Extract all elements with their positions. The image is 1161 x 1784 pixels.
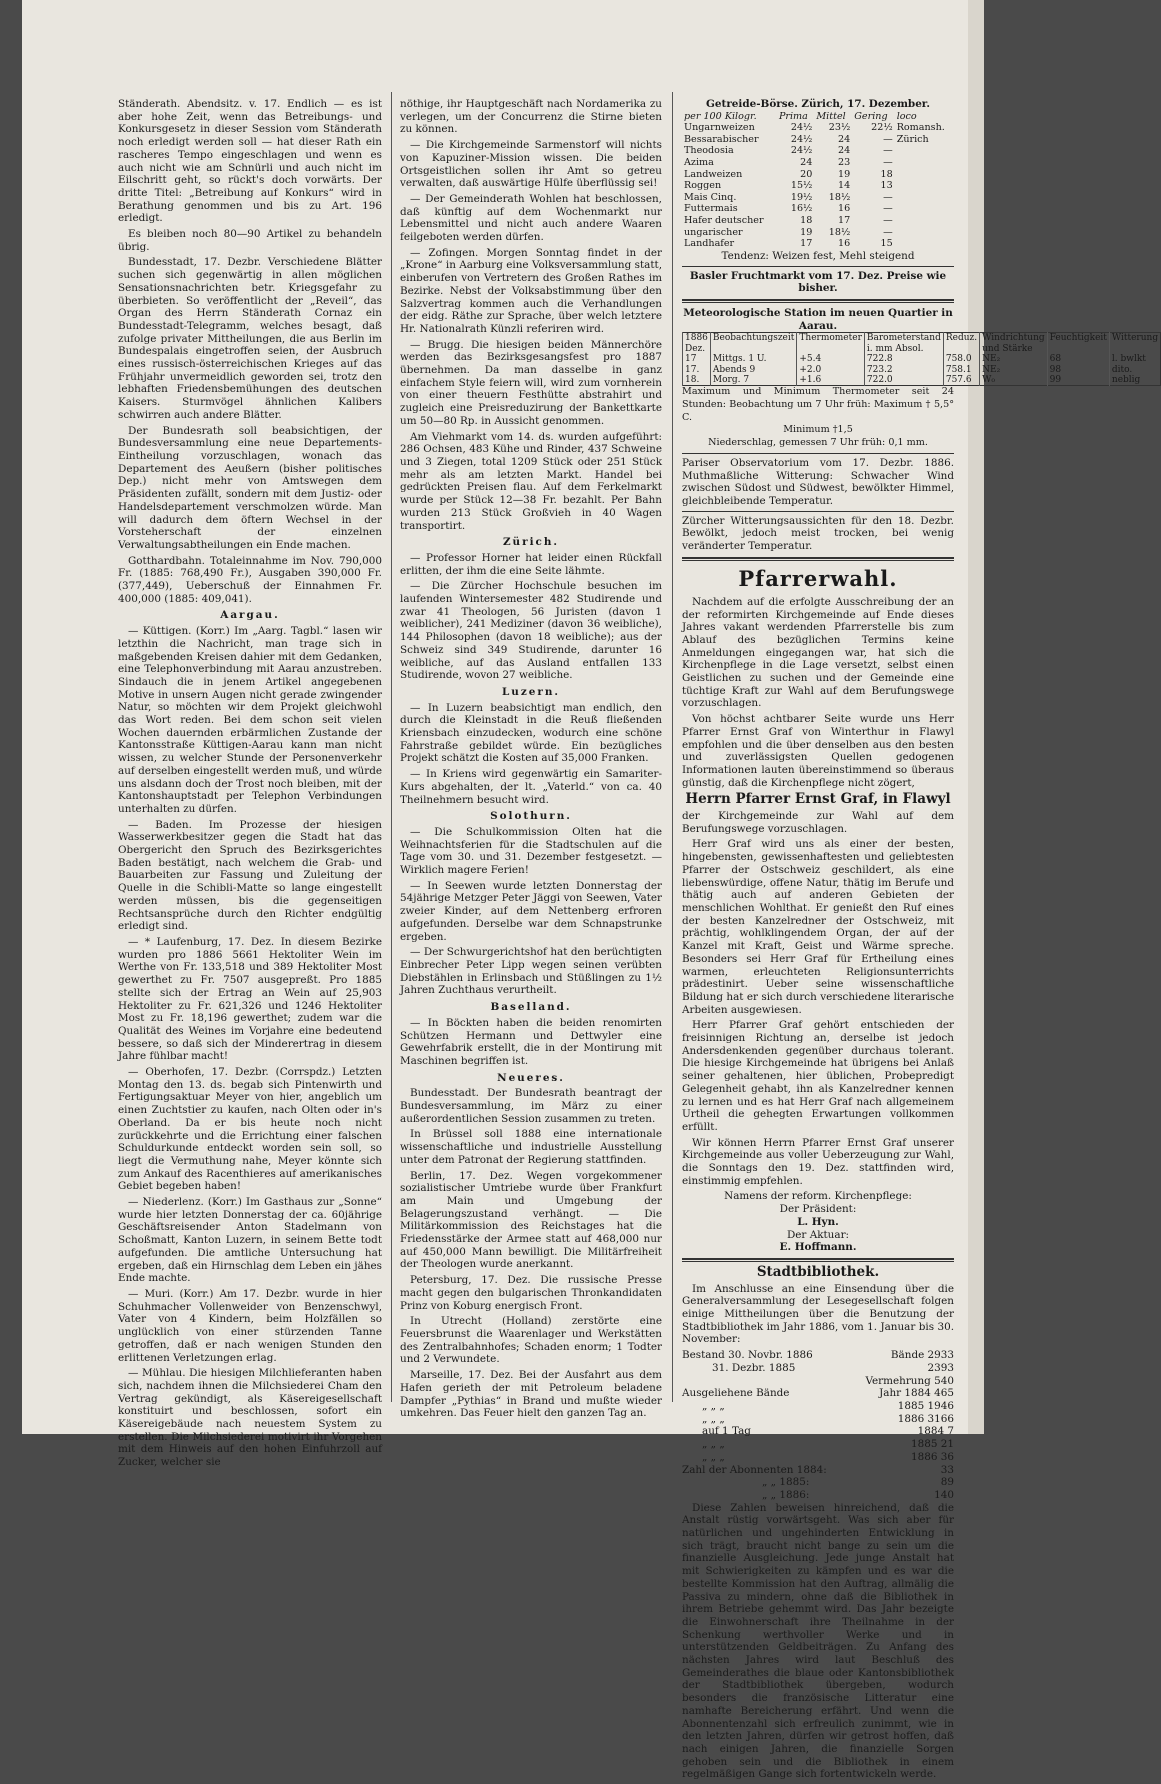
stat-value: 1886 3166	[897, 1412, 954, 1425]
article-luzern: — In Luzern beabsichtigt man endlich, den durch die Kleinstadt in die Reuß fließenden Kriensbach einzudecken, wodurch eine schöne Fahrstraße gebildet würde. Ein bezügliches Projekt schätzt die Kosten auf 35,000 Franken.	[400, 701, 662, 765]
table-cell: 757.6	[943, 375, 979, 386]
stat-row	[682, 1451, 954, 1464]
article-baden: — Baden. Im Prozesse der hiesigen Wasserwerkbesitzer gegen die Stadt hat das Obergericht den Spruch des Bezirksgerichtes Baden bestätigt, nach welchem die Grab- und Bauarbeiten zur Fassung und Zuleitung der Quelle in die Schibli-Matte so lange eingestellt werden müssen, bis die gegenseitigen Rechtsansprüche durch den Richter endgültig erledigt sind.	[118, 818, 382, 933]
article-hochschule: — Die Zürcher Hochschule besuchen im laufenden Wintersemester 482 Studirende und zwar 41 Theologen, 56 Juristen (davon 1 weiblicher), 241 Mediziner (davon 36 weibliche), 144 Philosophen (davon 18 weibliche); aus der Schweiz sind 349 Studirende, darunter 16 weibliche, auf das Ausland entfallen 133 Studirende, wovon 27 weibliche.	[400, 580, 662, 682]
table-cell: 98	[1047, 365, 1109, 375]
table-cell: dito.	[1109, 365, 1160, 375]
article-schwurgericht: — Der Schwurgerichtshof hat den berüchtigten Einbrecher Peter Lipp wegen seinen verübten Diebstählen in Erlinsbach und Stüßlingen zu 1½ Jahren Zuchthaus verurtheilt.	[400, 946, 662, 997]
divider	[682, 1258, 954, 1262]
article-standerath: Ständerath. Abendsitz. v. 17. Endlich — es ist aber hohe Zeit, wenn das Betreibungs- und Konkursgesetz in dieser Session vom Ständerath noch erledigt werden soll — hat dieser Rath ein rascheres Tempo eingeschlagen und wenn es auch nicht wie am Schnürli und auch nicht im Eilschritt geht, so rückt's doch vorwärts. Der dritte Titel: „Betreibung auf Konkurs“ wird in Berathung genommen und bis zu Art. 196 erledigt.	[118, 98, 382, 225]
column-divider	[672, 92, 673, 1402]
table-cell: 68	[1047, 354, 1109, 364]
pfarrwahl-para-6: Wir können Herrn Pfarrer Ernst Graf unserer Kirchgemeinde aus voller Ueberzeugung zur Wahl, die Sonntags den 19. Dez. stattfinden wird, einstimmig empfehlen.	[682, 1136, 954, 1187]
stat-label: „ „ „	[702, 1450, 725, 1463]
column-2	[400, 98, 662, 1423]
basler-fruchtmarkt: Basler Fruchtmarkt vom 17. Dez. Preise wie bisher.	[689, 269, 947, 295]
table-cell: ungarischer	[684, 226, 743, 238]
section-heading-solothurn: Solothurn.	[490, 810, 572, 823]
table-cell: Hafer deutscher	[684, 215, 764, 227]
table-cell: 17	[838, 215, 851, 227]
table-row	[682, 122, 954, 134]
signature-aktuar: E. Hoffmann.	[779, 1241, 857, 1254]
article-bundesrath: Der Bundesrath soll beabsichtigen, der Bundesversammlung eine neue Departements-Eintheilung vorzuschlagen, wonach das Departement des Aeußern (bisher politisches Dep.) nicht mehr von Amtswegen dem Präsidenten zufällt, sondern mit dem Justiz- oder Handelsdepartement verschmolzen würde. Man will dadurch dem öftern Wechsel in der Vorsteherschaft der einzelnen Verwaltungsabtheilungen ein Ende machen.	[118, 424, 382, 551]
stat-value: Jahr 1884 465	[879, 1387, 954, 1400]
signature-line-2: Der Präsident:	[779, 1203, 857, 1216]
table-cell	[895, 180, 954, 192]
article-kriens: — In Kriens wird gegenwärtig ein Samariter-Kurs abgehalten, der lt. „Vaterld.“ von ca. 40 Theilnehmern besucht wird.	[400, 768, 662, 806]
column-3	[682, 98, 1159, 1784]
article-laufenburg: — * Laufenburg, 17. Dez. In diesem Bezirke wurden pro 1886 5661 Hektoliter Wein im Werthe von Fr. 133,518 und 389 Hektoliter Most gewerthet zu Fr. 7507 ausgepreßt. Pro 1885 stellte sich der Ertrag an Wein auf 25,903 Hektoliter zu Fr. 621,326 und 1246 Hektoliter Most zu Fr. 18,196 gewerthet; zudem war die Qualität des Weines im Vorjahre eine bedeutend bessere, so daß sich der Minderertrag in diesem Jahre fühlbar macht!	[118, 936, 382, 1063]
boerse-title: Getreide-Börse. Zürich, 17. Dezember.	[706, 98, 930, 110]
article-oberhofen: — Oberhofen, 17. Dezbr. (Corrspdz.) Letzten Montag den 13. ds. begab sich Pintenwirth und Fertigungsaktuar Meyer von hier, angeblich um einen Zuchtstier zu kaufen, nach Olten oder in's Oberland. Da er bis heute noch nicht zurückkehrte und die Errichtung einer falschen Schuldurkunde entdeckt worden sein soll, so liegt die Vermuthung nahe, Meyer könnte sich zum Ankauf des Racenthieres auf amerikanisches Gebiet begeben haben!	[118, 1066, 382, 1193]
table-cell: 19	[800, 226, 813, 238]
table-row	[682, 215, 954, 227]
table-row	[682, 145, 954, 157]
meteo-note-3: Niederschlag, gemessen 7 Uhr früh: 0,1 mm.	[708, 437, 928, 449]
table-cell: —	[883, 133, 893, 145]
stat-label: „ „ 1886:	[762, 1488, 810, 1501]
article-brugg: — Brugg. Die hiesigen beiden Männerchöre werden das Bezirksgesangsfest pro 1887 übernehmen. Da man dasselbe in ganz einfachem Style feiern will, wird zum vornherein von einer theuern Festhütte abstrahirt und zugleich eine Preisreduzirung der Bankettkarte um 50—80 Rp. in Aussicht genommen.	[400, 338, 662, 427]
table-cell: 18½	[828, 191, 851, 203]
stadtbibliothek-para-1: Im Anschlusse an eine Einsendung über die Generalversammlung der Lesegesellschaft folgen einige Mittheilungen über die Benutzung der Stadtbibliothek im Jahr 1886, vom 1. Januar bis 30. November:	[682, 1282, 954, 1346]
article-seewen: — In Seewen wurde letzten Donnerstag der 54jährige Metzger Peter Jäggi von Seewen, Vater zweier Kinder, auf dem Nettenberg erfroren aufgefunden. Derselbe war dem Schnapstrunke ergeben.	[400, 879, 662, 943]
table-cell: 22½	[871, 122, 893, 134]
table-cell: 24½	[790, 122, 813, 134]
table-cell: +2.0	[797, 365, 865, 375]
section-heading-luzern: Luzern.	[501, 685, 561, 698]
table-header-cell: Beobachtungszeit	[710, 333, 796, 354]
article-bundesstadt-2: Bundesstadt. Der Bundesrath beantragt der Bundesversammlung, im März zu einer außerordentlichen Session zusammen zu treten.	[400, 1087, 662, 1125]
section-heading-baselland: Baselland.	[490, 1001, 572, 1014]
pfarrwahl-para-2: Von höchst achtbarer Seite wurde uns Herr Pfarrer Ernst Graf von Winterthur in Flawyl empfohlen und die über denselben aus den besten und zuverlässigsten Quellen gedogenen Informationen lauten übereinstimmend so überaus günstig, daß die Kirchenpflege nicht zögert,	[682, 713, 954, 789]
table-header-cell: Witterung	[1109, 333, 1160, 354]
table-cell: Zürich	[896, 133, 929, 145]
table-cell: —	[883, 226, 893, 238]
stat-row: Vermehrung 540	[865, 1374, 954, 1387]
table-header-cell: 1886 Dez.	[683, 333, 711, 354]
table-row	[682, 227, 954, 239]
table-cell: 23	[838, 157, 851, 169]
table-cell: 24½	[790, 145, 813, 157]
stat-value: 1885 21	[911, 1438, 954, 1451]
stat-row	[682, 1425, 954, 1438]
article-continuation: nöthige, ihr Hauptgeschäft nach Nordamerika zu verlegen, um der Concurrenz die Stirne bieten zu können.	[400, 98, 662, 136]
article-zofingen: — Zofingen. Morgen Sonntag findet in der „Krone“ in Aarburg eine Volksversammlung statt, einberufen von Vertretern des Großen Rathes im Bezirke. Nebst der Volksabstimmung über den Salzvertrag kommen auch die Verhandlungen der eidg. Räthe zur Sprache, über welch letztere Hr. Nationalrath Künzli referiren wird.	[400, 246, 662, 335]
stat-label: „ „ „	[702, 1438, 725, 1451]
stat-row	[682, 1413, 954, 1426]
zuercher-witterung: Zürcher Witterungsaussichten für den 18. Dezbr. Bewölkt, jedoch meist trocken, bei wenig veränderter Temperatur.	[682, 514, 954, 553]
stat-label: „ „ 1885:	[762, 1476, 810, 1489]
table-cell: 758.1	[943, 365, 979, 375]
table-cell: 24½	[790, 133, 813, 145]
stat-label: auf 1 Tag	[702, 1425, 751, 1438]
table-cell	[895, 238, 954, 250]
stat-value: 1886 36	[911, 1450, 954, 1463]
stat-row	[682, 1400, 954, 1413]
table-header-cell: Gering	[854, 110, 888, 122]
table-row	[683, 365, 1161, 375]
table-header-cell: Prima	[778, 110, 808, 122]
article-utrecht: In Utrecht (Holland) zerstörte eine Feuersbrunst die Waarenlager und Werkstätten des Zentralbahnhofes; Schaden enorm; 1 Todter und 2 Verwundete.	[400, 1315, 662, 1366]
article-niederlenz: — Niederlenz. (Korr.) Im Gasthaus zur „Sonne“ wurde hier letzten Donnerstag der ca. 60jährige Geschäftsreisender Anton Stadelmann von Schoßmatt, Kanton Luzern, in seinem Bette todt aufgefunden. Die amtliche Untersuchung hat ergeben, daß ein Hirnschlag dem Leben ein jähes Ende machte.	[118, 1196, 382, 1285]
table-cell: NE₂	[980, 354, 1048, 364]
stat-row: Ausgeliehene Bände Jahr 1884 465	[682, 1387, 954, 1400]
table-cell: 15	[880, 238, 893, 250]
table-cell: 722.8	[864, 354, 943, 364]
section-heading-aargau: Aargau.	[220, 609, 280, 622]
table-cell: Futtermais	[684, 203, 738, 215]
table-cell: Theodosia	[684, 145, 734, 157]
table-cell: 17	[683, 354, 711, 364]
stat-label: „ „ „	[702, 1400, 725, 1412]
table-cell: Bessarabischer	[684, 133, 759, 145]
pfarrwahl-title: Pfarrerwahl.	[738, 565, 898, 591]
table-cell: +1.6	[797, 375, 865, 386]
table-row	[683, 375, 1161, 386]
boerse-tendenz: Tendenz: Weizen fest, Mehl steigend	[721, 249, 915, 262]
stat-row	[682, 1489, 954, 1502]
table-header-cell: loco	[896, 110, 917, 122]
stat-label: „ „ „	[702, 1412, 725, 1425]
section-heading-neueres: Neueres.	[497, 1071, 565, 1084]
table-header-cell: Barometerstand i. mm Absol.	[864, 333, 943, 354]
table-cell: 99	[1047, 375, 1109, 386]
table-cell	[895, 169, 954, 181]
stat-row	[682, 1476, 954, 1489]
article-muhlau: — Mühlau. Die hiesigen Milchlieferanten haben sich, nachdem ihnen die Milchsiederei Cham den Vertrag gekündigt, als Käsereigesellschaft konstituirt und beschlossen, sofort ein Käsereigebäude nach neuestem System zu erstellen. Die Milchsiederei motivirt ihr Vorgehen mit dem Hinweis auf den hohen Einfuhrzoll auf Zucker, welcher sie	[118, 1367, 382, 1469]
table-cell: 18.	[683, 375, 711, 386]
stat-value: 33	[940, 1463, 954, 1476]
pfarrwahl-para-4: Herr Graf wird uns als einer der besten, hingebensten, gewissenhaftesten und geliebtesten Pfarrer der Ostschweiz geschildert, als eine liebenswürdige, offene Natur, thätig im Berufe und thätig auch auf anderen Gebieten der menschlichen Wohlthat. Er genießt den Ruf eines der besten Kanzelredner der Ostschweiz, mit prächtig, wohlklingendem Organ, der auf der Kanzel mit Kraft, Geist und Wärme spreche. Besonders sei Herr Graf für Ertheilung eines warmen, erleuchteten Religionsunterrichts prädestinirt. Ueber seine wissenschaftliche Bildung hat er sich durch verschiedene literarische Arbeiten ausgewiesen.	[682, 838, 954, 1016]
table-cell: 18½	[828, 226, 851, 238]
table-cell: 722.0	[864, 375, 943, 386]
table-cell: —	[883, 191, 893, 203]
table-cell	[895, 215, 954, 227]
table-cell: 758.0	[943, 354, 979, 364]
article-bundesstadt: Bundesstadt, 17. Dezbr. Verschiedene Blätter suchen sich gegenwärtig in allen möglichen Sensationsnachrichten betr. Kriegsgefahr zu überbieten. So veröffentlicht der „Reveil“, das Organ des Herrn Ständerath Cornaz ein Bundesstadt-Telegramm, welches besagt, daß zufolge privater Mittheilungen, die aus Berlin im Bundespalais eingetroffen seien, der Ausbruch eines russisch-österreichischen Krieges auf das Frühjahr unvermeidlich geworden sei, trotz den lebhaften Friedensbemühungen des deutschen Kaisers. Sturmvögel ähnlichen Kalibers schwirren auch andere Blätter.	[118, 256, 382, 421]
table-cell	[895, 203, 954, 215]
article-muri: — Muri. (Korr.) Am 17. Dezbr. wurde in hier Schuhmacher Vollenweider von Benzenschwyl, Vater von 4 Kindern, beim Holzfällen so unglücklich von einer stürzenden Tanne getroffen, daß er nach wenigen Stunden den erlittenen Verletzungen erlag.	[118, 1287, 382, 1364]
article-brussel: In Brüssel soll 1888 eine internationale wissenschaftliche und industrielle Ausstellung unter dem Patronat der Regierung stattfinden.	[400, 1128, 662, 1166]
article-olten: — Die Schulkommission Olten hat die Weihnachtsferien für die Stadtschulen auf die Tage vom 30. und 31. Dezember festgesetzt. — Wirklich magere Ferien!	[400, 825, 662, 877]
divider	[682, 511, 954, 512]
table-cell: Mittgs. 1 U.	[710, 354, 796, 364]
boerse-table	[682, 111, 954, 250]
pfarrwahl-para-1: Nachdem auf die erfolgte Ausschreibung der an der reformirten Kirchgemeinde auf Ende dieses Jahres vakant werdenden Pfarrerstelle bis zum Ablauf des bezüglichen Termins keine Anmeldungen eingegangen war, hat sich die Kirchenpflege in die Lage versetzt, selbst einen Geistlichen zu suchen und der Gemeinde eine tüchtige Kraft zur Wahl auf dem Berufungswege vorzuschlagen.	[682, 595, 954, 710]
divider	[682, 453, 954, 454]
table-row	[682, 192, 954, 204]
table-cell: 24	[838, 145, 851, 157]
table-cell: 16	[838, 203, 851, 215]
table-cell: 20	[800, 168, 813, 180]
table-cell: 16	[838, 238, 851, 250]
article-berlin: Berlin, 17. Dez. Wegen vorgekommener sozialistischer Umtriebe wurde über Frankfurt am Main und Umgebung der Belagerungszustand verhängt. — Die Militärkommission des Reichstages hat die Friedensstärke der Armee statt auf 468,000 nur auf 450,000 Mann bewilligt. Die Militärfreiheit der Theologen wurde anerkannt.	[400, 1169, 662, 1271]
article-sarmenstorf: — Die Kirchgemeinde Sarmenstorf will nichts von Kapuziner-Mission wissen. Die beiden Ortsgeistlichen sollen ihr Amt so getreu verwalten, daß auswärtige Hülfe überflüssig sei!	[400, 139, 662, 190]
signature-line-4: Der Aktuar:	[786, 1228, 850, 1241]
article-bockten: — In Böckten haben die beiden renomirten Schützen Hermann und Dettwyler eine Gewehrfabrik erstellt, die in der Montirung mit Maschinen begriffen ist.	[400, 1016, 662, 1067]
signature-president: L. Hyn.	[797, 1215, 839, 1228]
divider	[682, 266, 954, 267]
meteo-title: Meteorologische Station im neuen Quartier in Aarau.	[683, 306, 953, 332]
table-header-cell: Mittel	[816, 110, 846, 122]
article-gotthardbahn: Gotthardbahn. Totaleinnahme im Nov. 790,000 Fr. (1885: 768,490 Fr.), Ausgaben 390,000 Fr. (377,449), Ueberschuß der Einnahmen Fr. 400,000 (1885: 409,041).	[118, 554, 382, 605]
article-standerath-2: Es bleiben noch 80—90 Artikel zu behandeln übrig.	[118, 228, 382, 253]
table-cell: Landhafer	[684, 238, 735, 250]
article-petersburg: Petersburg, 17. Dez. Die russische Presse macht gegen den bulgarischen Thronkandidaten Prinz von Koburg energisch Front.	[400, 1274, 662, 1312]
divider	[682, 557, 954, 561]
stat-row: Bestand 30. Novbr. 1886 Bände 2933	[682, 1349, 954, 1362]
table-cell: Morg. 7	[710, 375, 796, 386]
article-viehmarkt: Am Viehmarkt vom 14. ds. wurden aufgeführt: 286 Ochsen, 483 Kühe und Rinder, 437 Schweine und 3 Ziegen, total 1209 Stück oder 251 Stück mehr als am letzten Markt. Handel bei gedrückten Preisen flau. Auf dem Ferkelmarkt wurde per Stück 12—38 Fr. bezahlt. Per Bahn wurden 213 Stück Großvieh in 40 Wagen transportirt.	[400, 430, 662, 532]
table-cell: Landweizen	[684, 168, 743, 180]
table-cell: 16½	[790, 203, 813, 215]
table-row	[682, 203, 954, 215]
table-cell: 19	[838, 168, 851, 180]
stadtbibliothek-para-2: Diese Zahlen beweisen hinreichend, daß die Anstalt rüstig vorwärtsgeht. Was sich aber für natürlichen und ungehinderten Entwicklung in sich trägt, braucht nicht bange zu sein um die finanzielle Ausgleichung. Jede junge Anstalt hat mit Schwierigkeiten zu kämpfen und es war die bestellte Kommission hat den Auftrag, allmälig die Passiva zu mindern, ohne daß die Bibliothek in ihrem Betriebe gehemmt wird. Das Jahr bezeigte die Einwohnerschaft ihre Theilnahme in der Schenkung werthvoller Werke und in unterstützenden Geldbeiträgen. Zu Anfang des nächsten Jahres wird laut Beschluß des Gemeinderathes die blaue oder Kantonsbibliothek der Stadtbibliothek übergeben, wodurch besonders die französische Litteratur eine namhafte Bereicherung erfährt. Und wenn die Abonnentenzahl sich erfreulich zunimmt, wie in den letzten Jahren, dürfen wir getrost hoffen, daß nach einigen Jahren, die finanzielle Sorgen gehoben sein und die Bibliothek in einem regelmäßigen Gange sich fortentwickeln werde.	[682, 1501, 954, 1781]
pfarrwahl-para-5: Herr Pfarrer Graf gehört entschieden der freisinnigen Richtung an, derselbe ist jedoch Andersdenkenden gegenüber durchaus tolerant. Die hiesige Kirchgemeinde hat übrigens bei Anlaß seiner gehaltenen, hier üblichen, Probepredigt Gelegenheit gehabt, ihn als Kanzelredner kennen zu lernen und es hat Herr Graf nach allgemeinem Urtheil die gehegten Erwartungen vollkommen erfüllt.	[682, 1019, 954, 1133]
table-cell: —	[883, 215, 893, 227]
signature-line-1: Namens der reform. Kirchenpflege:	[724, 1190, 912, 1203]
pariser-observatorium: Pariser Observatorium vom 17. Dezbr. 1886. Muthmaßliche Witterung: Schwacher Wind zwischen Südost und Südwest, bewölkter Himmel, gleichbleibende Temperatur.	[682, 456, 954, 507]
table-cell	[895, 145, 954, 157]
article-horner: — Professor Horner hat leider einen Rückfall erlitten, der ihm die eine Seite lähmte.	[400, 551, 662, 577]
table-cell: —	[883, 145, 893, 157]
table-row	[682, 238, 954, 250]
table-cell	[895, 157, 954, 169]
table-cell: Ungarnweizen	[684, 122, 755, 134]
pfarrwahl-para-3: der Kirchgemeinde zur Wahl auf dem Berufungswege vorzuschlagen.	[682, 810, 954, 835]
article-kuttigen: — Küttigen. (Korr.) Im „Aarg. Tagbl.“ lasen wir letzthin die Nachricht, man trage sich in maßgebenden Kreisen dahier mit dem Gedanken, eine Telephonverbindung mit Aarau anzustreben. Sindauch die in jenem Artikel angegebenen Motive in unsern Augen nicht gerade zwingender Natur, so möchten wir dem Projekt gleichwohl das Wort reden. Bei dem schon seit vielen Wochen dauernden erbärmlichen Zustande der Kantonsstraße Küttigen-Aarau kann man nicht wissen, zu welcher Stunde der Personenverkehr auf derselben eingestellt werden muß, und würde uns alsdann doch der Trost noch bleiben, mit der Kantonshauptstadt per Telephon Verbindungen unterhalten zu dürfen.	[118, 625, 382, 815]
stat-value: 140	[934, 1488, 954, 1501]
table-row	[683, 354, 1161, 364]
stat-row: Zahl der Abonnenten 1884: 33	[682, 1463, 954, 1476]
table-row	[682, 180, 954, 192]
table-cell	[895, 192, 954, 204]
pfarrwahl-candidate: Herrn Pfarrer Ernst Graf, in Flawyl	[685, 791, 951, 808]
newspaper-page	[22, 0, 1159, 1781]
table-row	[682, 157, 954, 169]
meteo-note-1: Maximum und Minimum Thermometer seit 24 Stunden: Beobachtung um 7 Uhr früh: Maximum † 5,5° C.	[682, 386, 954, 423]
table-cell: 17.	[683, 365, 711, 375]
table-cell: Romansh.	[896, 122, 945, 134]
table-cell: Abends 9	[710, 365, 796, 375]
table-cell: 14	[838, 180, 851, 192]
table-cell: W₀	[980, 375, 1048, 386]
article-marseille: Marseille, 17. Dez. Bei der Ausfahrt aus dem Hafen gerieth der mit Petroleum beladene Dampfer „Pythias“ in Brand und mußte wieder umkehren. Das Feuer hielt den ganzen Tag an.	[400, 1369, 662, 1420]
table-cell: 24	[800, 157, 813, 169]
table-cell: Azima	[684, 157, 714, 169]
table-cell: 17	[800, 238, 813, 250]
table-cell: 23½	[828, 122, 851, 134]
table-row	[682, 134, 954, 146]
table-cell: 24	[838, 133, 851, 145]
table-cell: 15½	[790, 180, 813, 192]
table-cell: —	[883, 203, 893, 215]
meteo-table	[682, 332, 1161, 386]
stadtbibliothek-title: Stadtbibliothek.	[756, 1263, 880, 1280]
table-cell: 19½	[790, 191, 813, 203]
table-header-cell: Reduz.	[943, 333, 979, 354]
stat-row	[682, 1438, 954, 1451]
table-cell: Mais Cinq.	[684, 191, 737, 203]
table-cell: 18	[880, 168, 893, 180]
table-cell: Roggen	[684, 180, 722, 192]
table-header-cell: Windrichtung und Stärke	[980, 333, 1048, 354]
stat-value: 1885 1946	[897, 1400, 954, 1412]
table-cell: 18	[800, 215, 813, 227]
table-cell	[895, 227, 954, 239]
table-cell: 13	[880, 180, 893, 192]
table-cell: 723.2	[864, 365, 943, 375]
divider	[682, 299, 954, 303]
table-cell: neblig	[1109, 375, 1160, 386]
table-header-cell: per 100 Kilogr.	[684, 110, 757, 122]
stat-value: 89	[940, 1476, 954, 1489]
stat-value: 1884 7	[917, 1425, 954, 1438]
column-divider	[391, 92, 392, 1402]
page-edge	[968, 0, 984, 1434]
column-1	[118, 98, 382, 1472]
table-header-cell: Feuchtigkeit	[1047, 333, 1109, 354]
table-row	[682, 169, 954, 181]
table-header-cell: Thermometer	[797, 333, 865, 354]
stat-row: 31. Dezbr. 1885 2393	[712, 1361, 954, 1374]
table-cell: —	[883, 157, 893, 169]
section-heading-zurich: Zürich.	[502, 536, 560, 549]
table-cell: +5.4	[797, 354, 865, 364]
table-cell: l. bwlkt	[1109, 354, 1160, 364]
article-wohlen: — Der Gemeinderath Wohlen hat beschlossen, daß künftig auf dem Wochenmarkt nur Lebensmittel und nicht auch andere Waaren feilgeboten werden dürfen.	[400, 192, 662, 244]
meteo-note-2: Minimum †1,5	[783, 424, 853, 436]
table-cell: NE₂	[980, 365, 1048, 375]
